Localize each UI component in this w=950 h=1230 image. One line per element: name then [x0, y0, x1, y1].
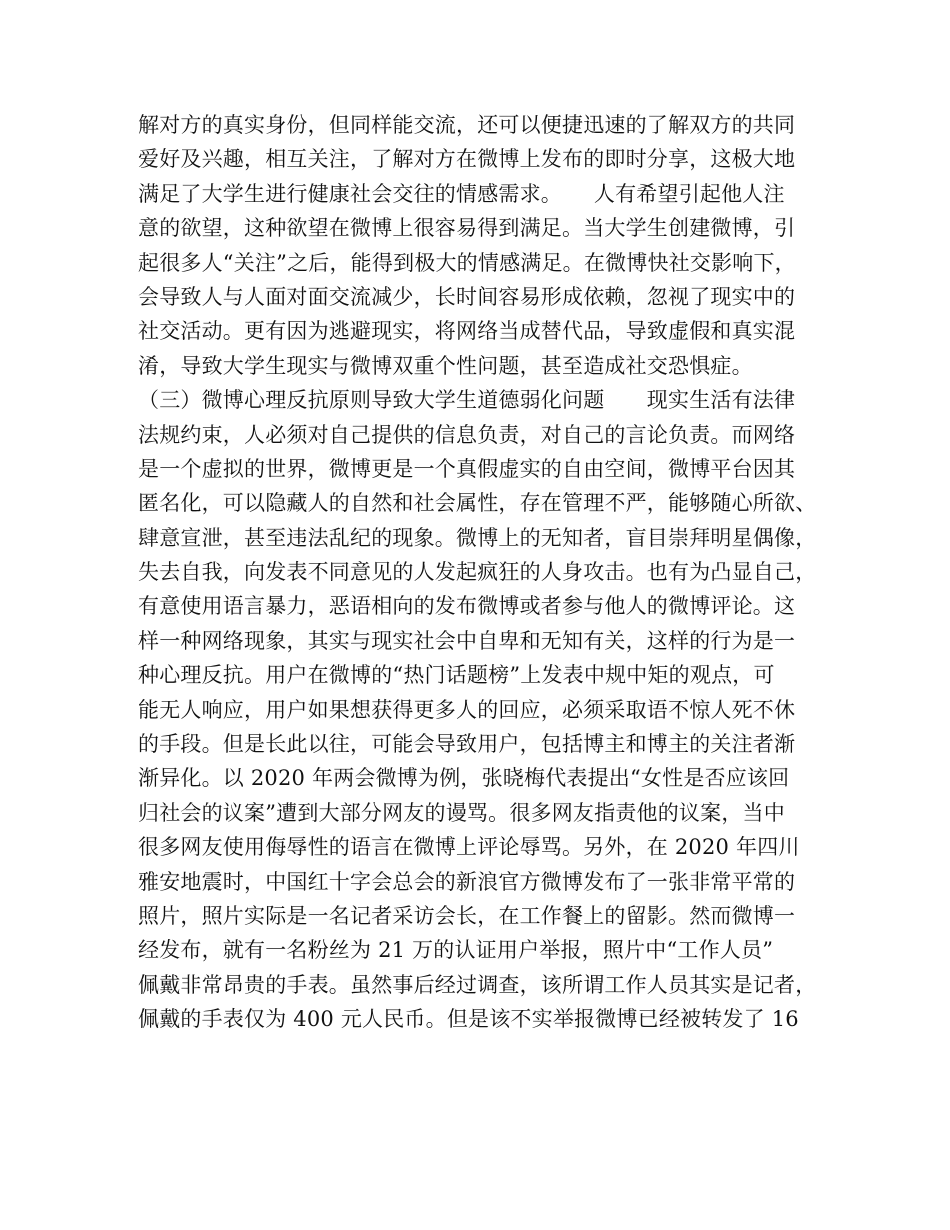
text-line: 社交活动。更有因为逃避现实，将网络当成替代品，导致虚假和真实混 — [138, 319, 796, 344]
text-line: 意的欲望，这种欲望在微博上很容易得到满足。当大学生创建微博，引 — [138, 216, 796, 241]
body-text — [138, 108, 818, 1037]
text-line: 起很多人“关注”之后，能得到极大的情感满足。在微博快社交影响下， — [138, 250, 796, 275]
text-line: 雅安地震时，中国红十字会总会的新浪官方微博发布了一张非常平常的 — [138, 869, 796, 894]
text-line: 渐异化。以 2020 年两会微博为例，张晓梅代表提出“女性是否应该回 — [138, 766, 790, 791]
text-line: 能无人响应，用户如果想获得更多人的回应，必须采取语不惊人死不休 — [138, 697, 796, 722]
text-line: 归社会的议案”遭到大部分网友的谩骂。很多网友指责他的议案，当中 — [138, 800, 785, 825]
section-heading-line: （三）微博心理反抗原则导致大学生道德弱化问题 现实生活有法律 — [138, 388, 796, 413]
text-line: 佩戴非常昂贵的手表。虽然事后经过调查，该所谓工作人员其实是记者， — [138, 972, 817, 997]
text-line: 满足了大学生进行健康社会交往的情感需求。 人有希望引起他人注 — [138, 181, 785, 206]
text-line: 种心理反抗。用户在微博的“热门话题榜”上发表中规中矩的观点，可 — [138, 663, 775, 688]
text-line: 经发布，就有一名粉丝为 21 万的认证用户举报，照片中“工作人员” — [138, 938, 774, 963]
text-line: 样一种网络现象，其实与现实社会中自卑和无知有关，这样的行为是一 — [138, 628, 796, 653]
text-line: 会导致人与人面对面交流减少，长时间容易形成依赖，忽视了现实中的 — [138, 284, 796, 309]
text-line: 法规约束，人必须对自己提供的信息负责，对自己的言论负责。而网络 — [138, 422, 796, 447]
text-line: 的手段。但是长此以往，可能会导致用户，包括博主和博主的关注者渐 — [138, 732, 796, 757]
text-line: 匿名化，可以隐藏人的自然和社会属性，存在管理不严，能够随心所欲、 — [138, 491, 817, 516]
text-line: 照片，照片实际是一名记者采访会长，在工作餐上的留影。然而微博一 — [138, 903, 796, 928]
text-line: 有意使用语言暴力，恶语相向的发布微博或者参与他人的微博评论。这 — [138, 594, 796, 619]
text-line: 佩戴的手表仅为 400 元人民币。但是该不实举报微博已经被转发了 16 — [138, 1007, 799, 1032]
text-line: 爱好及兴趣，相互关注，了解对方在微博上发布的即时分享，这极大地 — [138, 147, 796, 172]
text-line: 淆，导致大学生现实与微博双重个性问题，甚至造成社交恐惧症。 — [138, 353, 753, 378]
text-line: 肆意宣泄，甚至违法乱纪的现象。微博上的无知者，盲目崇拜明星偶像， — [138, 525, 817, 550]
text-line: 失去自我，向发表不同意见的人发起疯狂的人身攻击。也有为凸显自己， — [138, 560, 817, 585]
text-line: 是一个虚拟的世界，微博更是一个真假虚实的自由空间，微博平台因其 — [138, 456, 796, 481]
text-line: 很多网友使用侮辱性的语言在微博上评论辱骂。另外，在 2020 年四川 — [138, 835, 800, 860]
text-line: 解对方的真实身份，但同样能交流，还可以便捷迅速的了解双方的共同 — [138, 113, 796, 137]
